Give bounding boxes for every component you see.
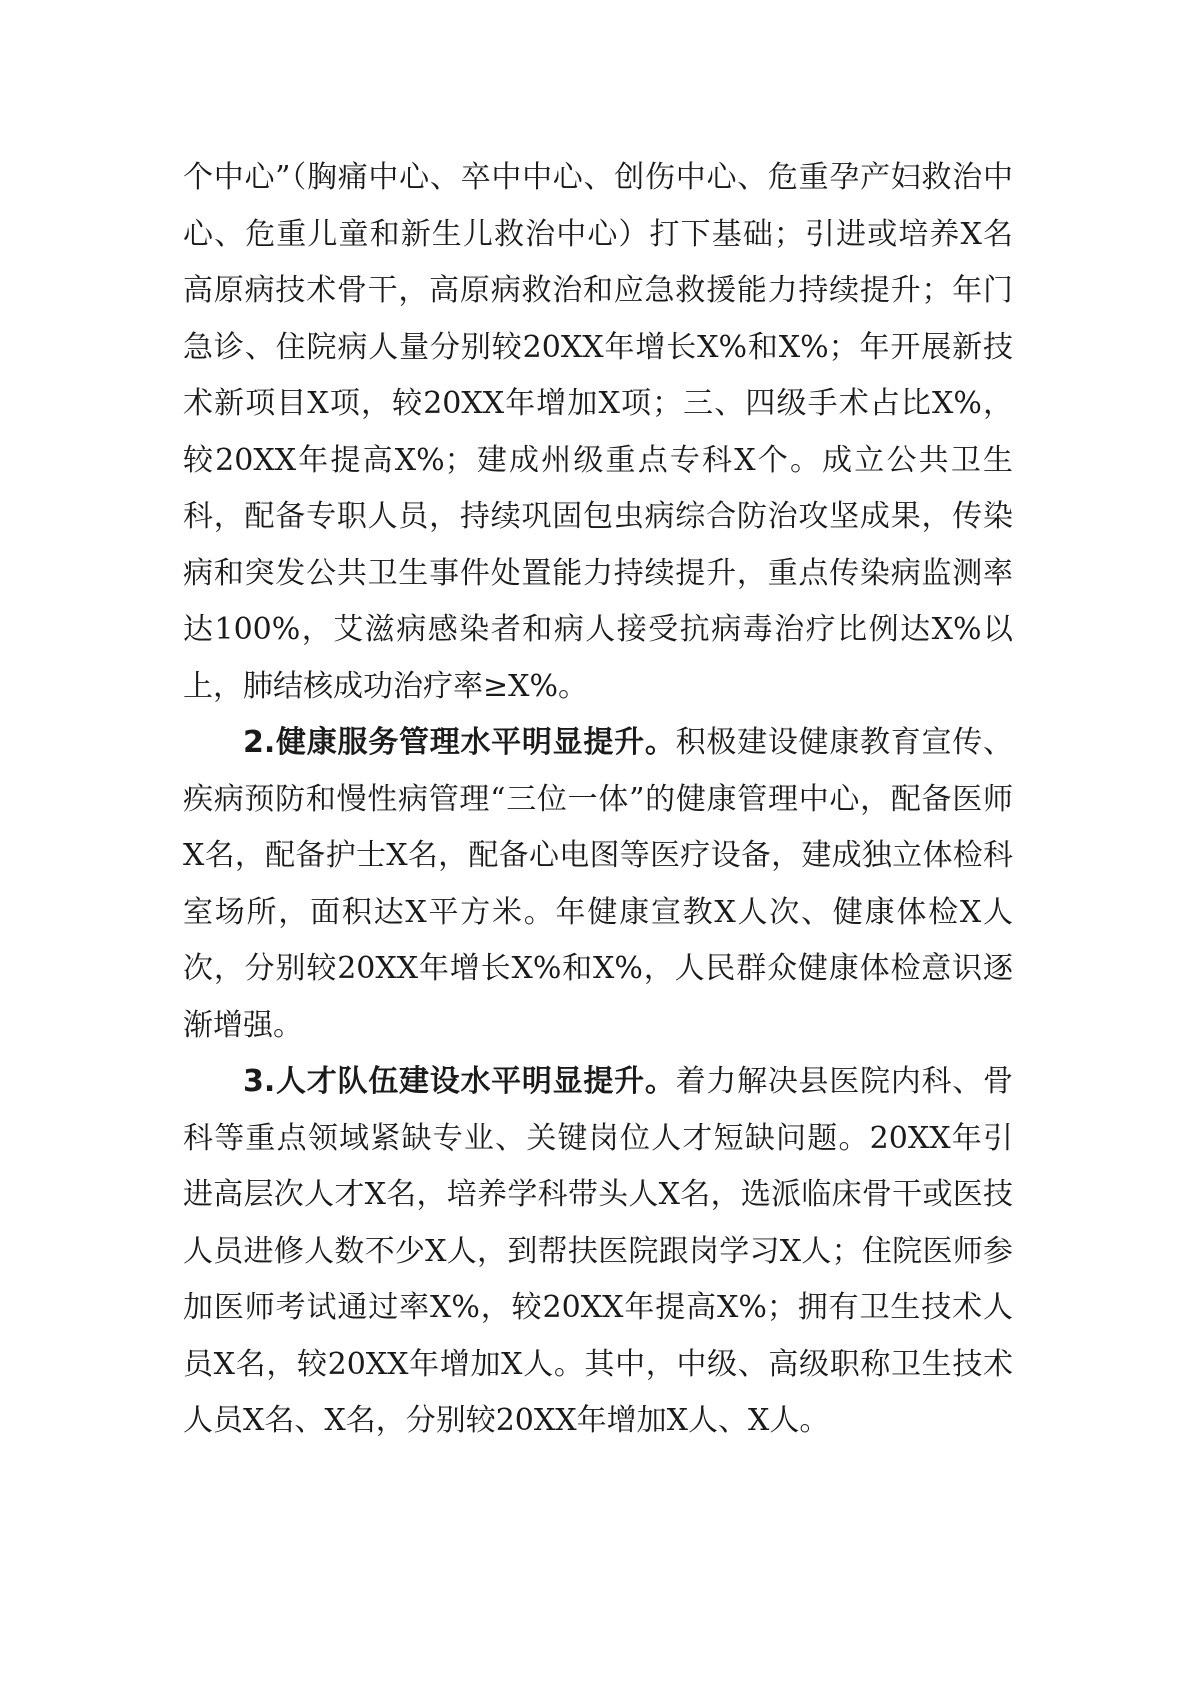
section-health-service-body: 积极建设健康教育宣传、疾病预防和慢性病管理“三位一体”的健康管理中心，配备医师X名，配备护士X名，配备心电图等医疗设备，建成独立体检科室场所，面积达X平方米。年健康宣教X人次、健康体检X人次，分别较20XX年增长X%和X%，人民群众健康体检意识逐渐增强。 <box>183 725 1013 1043</box>
section-talent-team <box>183 1054 1013 1450</box>
section-health-service-heading: 2.健康服务管理水平明显提升。 <box>243 725 676 760</box>
document-body <box>183 150 1013 1450</box>
section-talent-team-heading: 3.人才队伍建设水平明显提升。 <box>243 1064 676 1099</box>
paragraph-continued: 个中心”（胸痛中心、卒中中心、创伤中心、危重孕产妇救治中心、危重儿童和新生儿救治中心）打下基础；引进或培养X名高原病技术骨干，高原病救治和应急救援能力持续提升；年门急诊、住院病人量分别较20XX年增长X%和X%；年开展新技术新项目X项，较20XX年增加X项；三、四级手术占比X%，较20XX年提高X%；建成州级重点专科X个。成立公共卫生科，配备专职人员，持续巩固包虫病综合防治攻坚成果，传染病和突发公共卫生事件处置能力持续提升，重点传染病监测率达100%，艾滋病感染者和病人接受抗病毒治疗比例达X%以上，肺结核成功治疗率≥X%。 <box>183 160 1013 704</box>
section-health-service <box>183 715 1013 1054</box>
section-talent-team-body: 着力解决县医院内科、骨科等重点领域紧缺专业、关键岗位人才短缺问题。20XX年引进高层次人才X名，培养学科带头人X名，选派临床骨干或医技人员进修人数不少X人，到帮扶医院跟岗学习X人；住院医师参加医师考试通过率X%，较20XX年提高X%；拥有卫生技术人员X名，较20XX年增加X人。其中，中级、高级职称卫生技术人员X名、X名，分别较20XX年增加X人、X人。 <box>183 1064 1013 1438</box>
